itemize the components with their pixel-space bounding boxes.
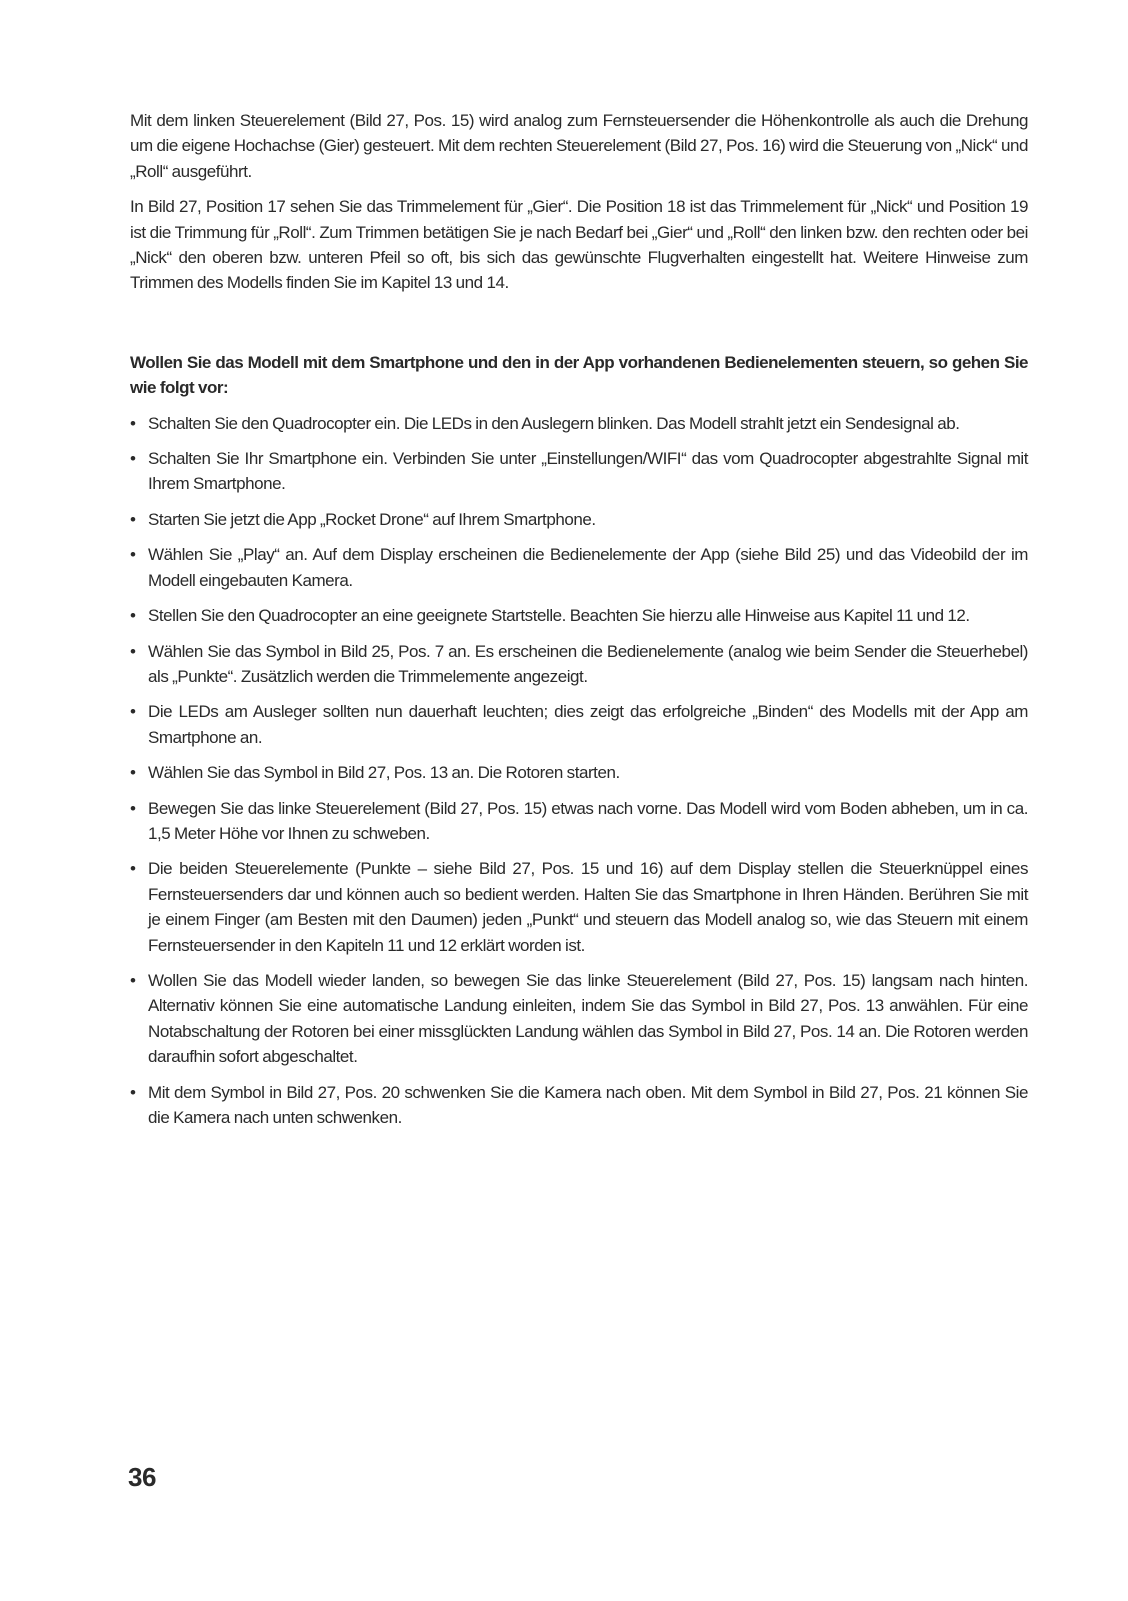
list-item-text: Starten Sie jetzt die App „Rocket Drone“ auf Ihrem Smartphone. [148, 509, 596, 529]
bullet-icon: • [130, 702, 136, 722]
list-item-text: Wählen Sie „Play“ an. Auf dem Display erscheinen die Bedienelemente der App (siehe Bild 25) und das Videobild der im Modell eingebauten Kamera. [148, 545, 1028, 590]
list-item [130, 603, 1028, 628]
list-item [130, 699, 1028, 750]
bullet-icon: • [130, 859, 136, 879]
bullet-icon: • [130, 763, 136, 783]
list-item-text: Mit dem Symbol in Bild 27, Pos. 20 schwenken Sie die Kamera nach oben. Mit dem Symbol in Bild 27, Pos. 21 können Sie die Kamera nach unten schwenken. [148, 1082, 1028, 1127]
list-item-text: Wählen Sie das Symbol in Bild 27, Pos. 13 an. Die Rotoren starten. [148, 763, 620, 783]
list-item [130, 639, 1028, 690]
bullet-icon: • [130, 449, 136, 469]
list-item-text: Die beiden Steuerelemente (Punkte – siehe Bild 27, Pos. 15 und 16) auf dem Display stellen die Steuerknüppel eines Fernsteuersenders dar und können auch so bedient werden. Halten Sie das Smartphone in Ihren Händen. Berühren Sie mit je einem Finger (am Besten mit den Daumen) jeden „Punkt“ und steuern das Modell analog so, wie das Steuern mit einem Fernsteuersender in den Kapiteln 11 und 12 erklärt worden ist. [148, 859, 1028, 955]
intro-paragraph-1: Mit dem linken Steuerelement (Bild 27, Pos. 15) wird analog zum Fernsteuersender die Höhenkontrolle als auch die Drehung um die eigene Hochachse (Gier) gesteuert. Mit dem rechten Steuerelement (Bild 27, Pos. 16) wird die Steuerung von „Nick“ und „Roll“ ausgeführt. [130, 111, 1028, 181]
list-item [130, 856, 1028, 958]
page-number: 36 [128, 1462, 156, 1492]
list-item [130, 507, 1028, 532]
list-item-text: Wollen Sie das Modell wieder landen, so bewegen Sie das linke Steuerelement (Bild 27, Pos. 15) langsam nach hinten. Alternativ können Sie eine automatische Landung einleiten, indem Sie das Symbol in Bild 27, Pos. 13 anwählen. Für eine Notabschaltung der Rotoren bei einer missglückten Landung wählen das Symbol in Bild 27, Pos. 14 an. Die Rotoren werden daraufhin sofort abgeschaltet. [148, 970, 1028, 1067]
bullet-icon: • [130, 970, 136, 990]
bullet-icon: • [130, 509, 136, 529]
list-item-text: Stellen Sie den Quadrocopter an eine geeignete Startstelle. Beachten Sie hierzu alle Hinweise aus Kapitel 11 und 12. [148, 606, 970, 626]
list-item-text: Die LEDs am Ausleger sollten nun dauerhaft leuchten; dies zeigt das erfolgreiche „Binden“ des Modells mit der App am Smartphone an. [148, 702, 1028, 747]
list-item [130, 796, 1028, 847]
list-item-text: Schalten Sie den Quadrocopter ein. Die LEDs in den Auslegern blinken. Das Modell strahlt jetzt ein Sendesignal ab. [148, 413, 960, 433]
bullet-icon: • [130, 413, 136, 433]
list-item [130, 1080, 1028, 1131]
section-heading: Wollen Sie das Modell mit dem Smartphone und den in der App vorhandenen Bedienelementen steuern, so gehen Sie wie folgt vor: [130, 352, 1028, 398]
list-item-text: Bewegen Sie das linke Steuerelement (Bild 27, Pos. 15) etwas nach vorne. Das Modell wird vom Boden abheben, um in ca. 1,5 Meter Höhe vor Ihnen zu schweben. [148, 798, 1028, 843]
bullet-icon: • [130, 1082, 136, 1102]
list-item [130, 542, 1028, 593]
instruction-list [130, 411, 1028, 1131]
page-content [130, 108, 1028, 1140]
bullet-icon: • [130, 606, 136, 626]
list-item [130, 968, 1028, 1070]
intro-paragraph-2: In Bild 27, Position 17 sehen Sie das Trimmelement für „Gier“. Die Position 18 ist das Trimmelement für „Nick“ und Position 19 ist die Trimmung für „Roll“. Zum Trimmen betätigen Sie je nach Bedarf bei „Gier“ und „Roll“ den linken bzw. den rechten oder bei „Nick“ den oberen bzw. unteren Pfeil so oft, bis sich das gewünschte Flugverhalten eingestellt hat. Weitere Hinweise zum Trimmen des Modells finden Sie im Kapitel 13 und 14. [130, 197, 1028, 293]
list-item [130, 760, 1028, 785]
bullet-icon: • [130, 641, 136, 661]
bullet-icon: • [130, 545, 136, 565]
bullet-icon: • [130, 798, 136, 818]
list-item-text: Schalten Sie Ihr Smartphone ein. Verbinden Sie unter „Einstellungen/WIFI“ das vom Quadrocopter abgestrahlte Signal mit Ihrem Smartphone. [148, 449, 1028, 494]
list-item-text: Wählen Sie das Symbol in Bild 25, Pos. 7 an. Es erscheinen die Bedienelemente (analog wie beim Sender die Steuerhebel) als „Punkte“. Zusätzlich werden die Trimmelemente angezeigt. [148, 641, 1028, 686]
list-item [130, 411, 1028, 436]
list-item [130, 446, 1028, 497]
